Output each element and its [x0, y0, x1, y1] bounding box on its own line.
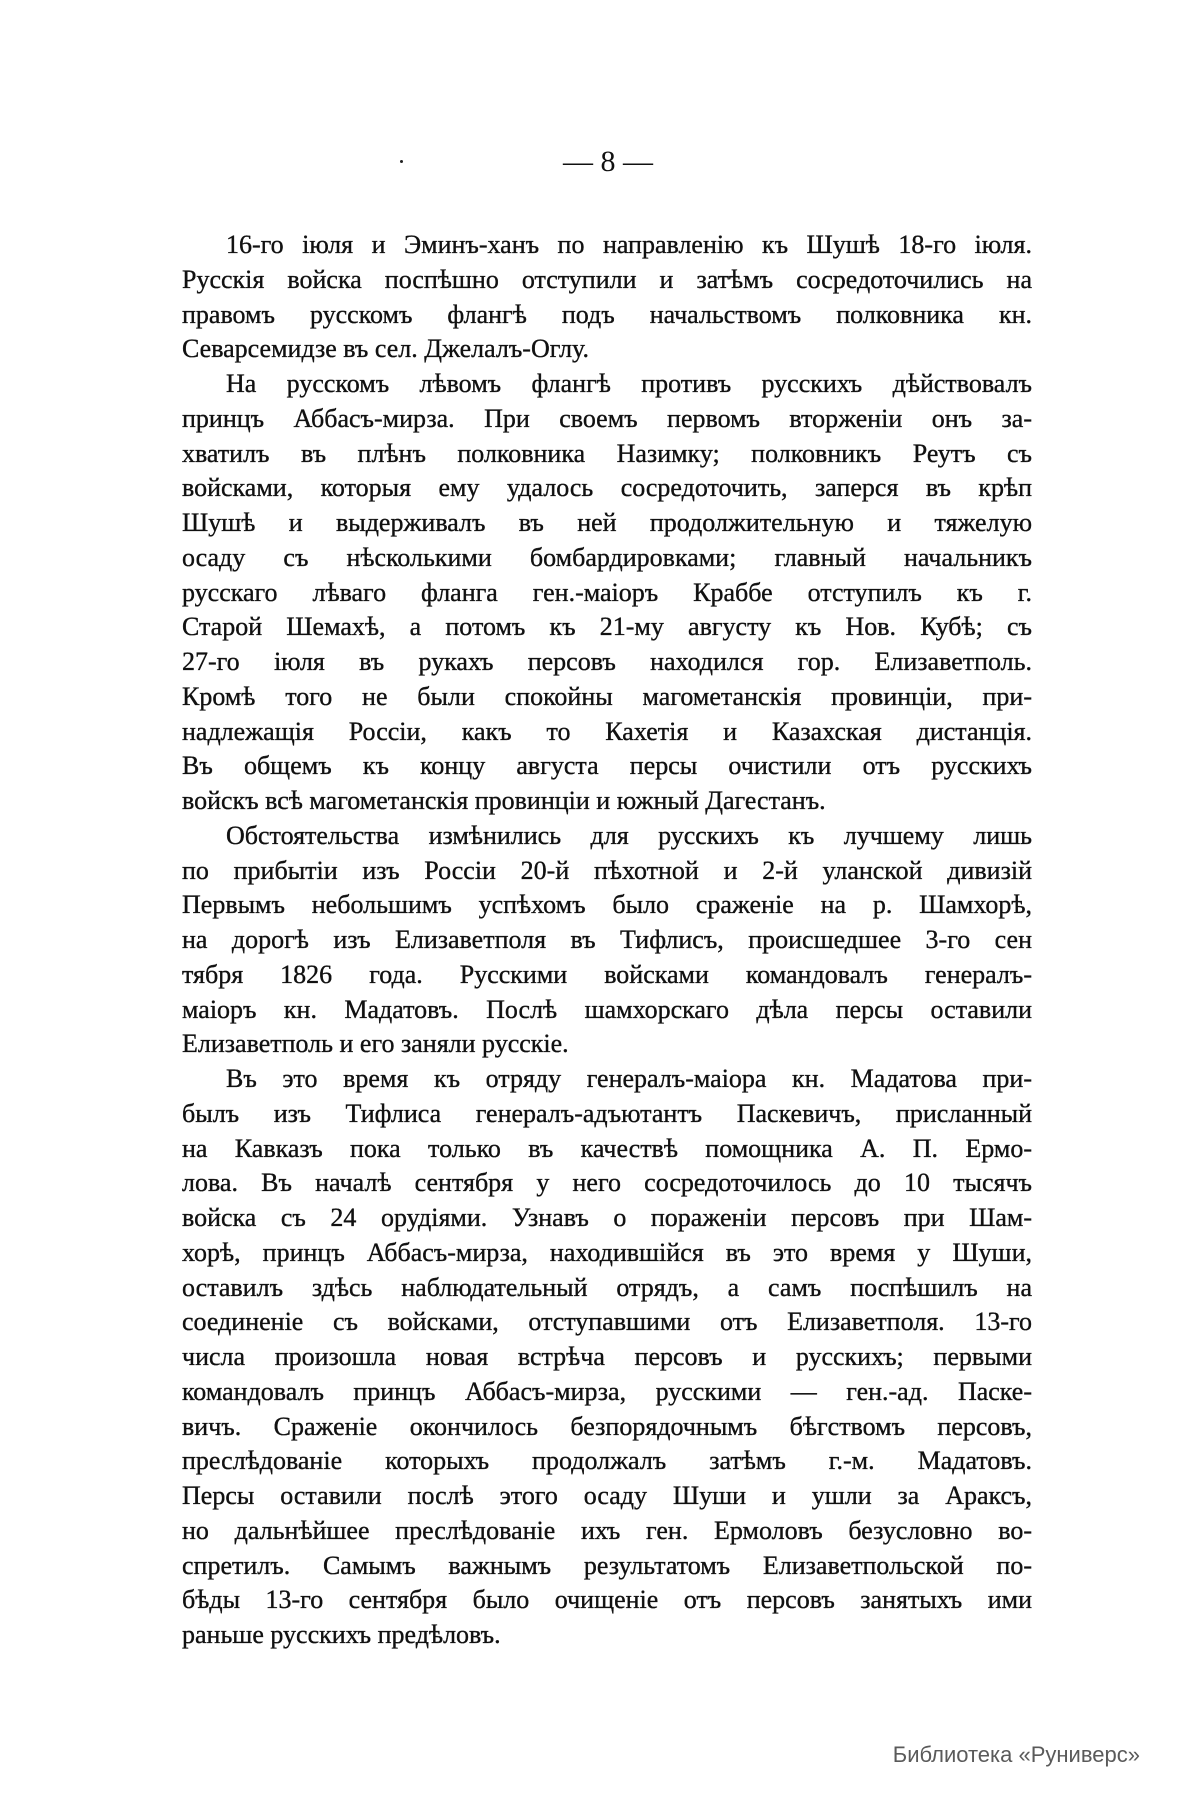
text-line: Въ это время къ отряду генералъ-маіора кн. Мадатова при- [226, 1064, 1032, 1093]
text-line: На русскомъ лѣвомъ флангѣ противъ русскихъ дѣйствовалъ [226, 369, 1032, 398]
text-line: войска съ 24 орудіями. Узнавъ о пораженіи персовъ при Шам- [182, 1203, 1032, 1232]
text-line: войсками, которыя ему удалось сосредоточить, заперся въ крѣп [182, 473, 1032, 503]
text-line: Обстоятельства измѣнились для русскихъ къ лучшему лишь [226, 820, 1032, 850]
text-line: Севарсемидзе въ сел. Джелалъ-Оглу. [182, 334, 589, 364]
text-line: по прибытіи изъ Россіи 20-й пѣхотной и 2-й уланской дивизій [182, 855, 1032, 885]
text-line: лова. Въ началѣ сентября у него сосредоточилось до 10 тысячъ [182, 1168, 1032, 1198]
text-line: на дорогѣ изъ Елизаветполя въ Тифлисъ, происшедшее 3-го сен [182, 925, 1032, 954]
text-line: хватилъ въ плѣнъ полковника Назимку; полковникъ Реутъ съ [182, 438, 1032, 468]
text-line: былъ изъ Тифлиса генералъ-адъютантъ Паскевичъ, присланный [182, 1098, 1032, 1128]
text-line: Первымъ небольшимъ успѣхомъ было сраженіе на р. Шамхорѣ, [182, 890, 1032, 920]
paragraph [182, 228, 1032, 367]
page-number: — 8 — [563, 145, 653, 178]
body-text [182, 228, 1032, 1653]
library-credit: Библиотека «Руниверс» [892, 1742, 1140, 1767]
text-line: командовалъ принцъ Аббасъ-мирза, русскими — ген.-ад. Паске- [182, 1376, 1032, 1406]
text-line: спретилъ. Самымъ важнымъ результатомъ Елизаветпольской по- [182, 1550, 1032, 1580]
text-line: соединеніе съ войсками, отступавшими отъ Елизаветполя. 13-го [182, 1307, 1032, 1337]
text-line: Старой Шемахѣ, а потомъ къ 21-му августу къ Нов. Кубѣ; съ [182, 612, 1032, 642]
text-line: вичъ. Сраженіе окончилось безпорядочнымъ бѣгствомъ персовъ, [182, 1411, 1032, 1441]
text-line: Русскія войска поспѣшно отступили и затѣмъ сосредоточились на [182, 264, 1032, 294]
text-line: числа произошла новая встрѣча персовъ и русскихъ; первыми [182, 1342, 1032, 1371]
text-line: преслѣдованіе которыхъ продолжалъ затѣмъ г.-м. Мадатовъ. [182, 1446, 1032, 1476]
text-line: раньше русскихъ предѣловъ. [182, 1620, 501, 1649]
text-line: Въ общемъ къ концу августа персы очистили отъ русскихъ [182, 751, 1032, 781]
text-line: русскаго лѣваго фланга ген.-маіоръ Краббе отступилъ къ г. [182, 577, 1032, 607]
text-line: 27-го іюля въ рукахъ персовъ находился гор. Елизаветполь. [182, 647, 1032, 676]
text-line: осаду съ нѣсколькими бомбардировками; главный начальникъ [182, 542, 1032, 572]
text-line: маіоръ кн. Мадатовъ. Послѣ шамхорскаго дѣла персы оставили [182, 994, 1032, 1024]
text-line: принцъ Аббасъ-мирза. При своемъ первомъ вторженіи онъ за- [182, 403, 1032, 433]
paragraph [182, 1062, 1032, 1653]
text-line: бѣды 13-го сентября было очищеніе отъ персовъ занятыхъ ими [182, 1585, 1032, 1615]
text-line: войскъ всѣ магометанскія провинціи и южный Дагестанъ. [182, 786, 826, 815]
paragraph [182, 367, 1032, 819]
text-line: но дальнѣйшее преслѣдованіе ихъ ген. Ермоловъ безусловно во- [182, 1515, 1032, 1545]
text-line: тября 1826 года. Русскими войсками командовалъ генералъ- [182, 959, 1032, 989]
text-line: надлежащія Россіи, какъ то Кахетія и Казахская дистанція. [182, 716, 1032, 746]
text-line: правомъ русскомъ флангѣ подъ начальствомъ полковника кн. [182, 299, 1032, 329]
text-line: оставилъ здѣсь наблюдательный отрядъ, а самъ поспѣшилъ на [182, 1272, 1032, 1302]
text-line: Персы оставили послѣ этого осаду Шуши и ушли за Араксъ, [182, 1481, 1032, 1510]
text-line: 16-го іюля и Эминъ-ханъ по направленію къ Шушѣ 18-го іюля. [226, 230, 1032, 259]
paragraph [182, 819, 1032, 1062]
text-line: Кромѣ того не были спокойны магометанскія провинціи, при- [182, 681, 1032, 711]
text-line: хорѣ, принцъ Аббасъ-мирза, находившійся въ это время у Шуши, [182, 1237, 1032, 1267]
text-line: на Кавказъ пока только въ качествѣ помощника А. П. Ермо- [182, 1133, 1032, 1163]
text-line: Шушѣ и выдерживалъ въ ней продолжительную и тяжелую [182, 508, 1032, 537]
text-line: Елизаветполь и его заняли русскіе. [182, 1029, 569, 1059]
